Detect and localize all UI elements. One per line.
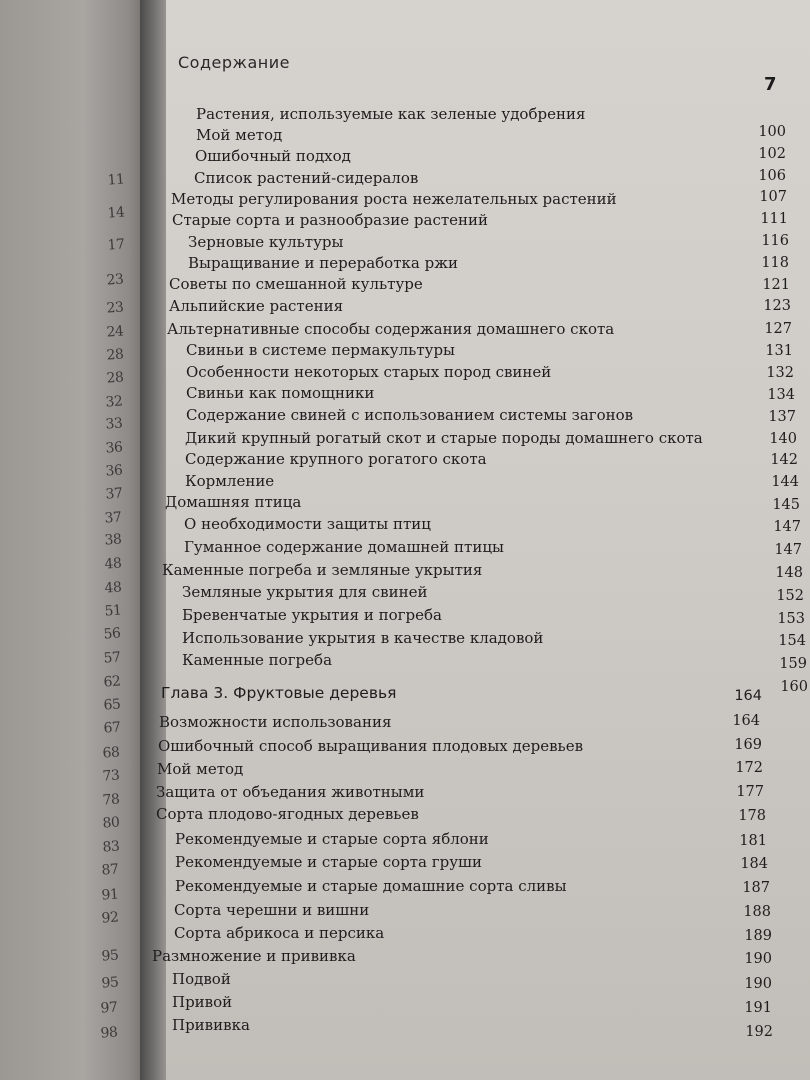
toc-page-number: 169 [734, 737, 762, 753]
left-page-number: 87 [101, 861, 119, 879]
toc-entry-title: Сорта плодово-ягодных деревьев [156, 805, 419, 823]
toc-page-number: 172 [735, 760, 763, 776]
left-page-number: 62 [103, 673, 121, 691]
toc-page-number: 140 [769, 431, 797, 447]
toc-entry-title: Кормление [185, 472, 275, 490]
toc-page-number: 184 [740, 856, 768, 872]
left-page-number: 38 [104, 531, 122, 549]
left-page-number: 56 [103, 625, 121, 643]
left-page-number: 36 [105, 439, 123, 457]
toc-entry-title: Содержание свиней с использованием системы загонов [186, 406, 634, 424]
toc-entry-title: Рекомендуемые и старые сорта яблони [175, 830, 489, 848]
left-page-number: 48 [104, 555, 122, 573]
toc-page-number: 121 [762, 277, 790, 293]
toc-page-number: 181 [739, 833, 767, 849]
toc-entry-title: Список растений-сидералов [194, 169, 419, 187]
toc-entry-title: Советы по смешанной культуре [169, 275, 423, 293]
left-page-number: 23 [106, 299, 124, 317]
left-page-number: 48 [104, 579, 122, 597]
toc-page-number: 148 [775, 565, 803, 581]
toc-entry-title: Рекомендуемые и старые домашние сорта сливы [175, 877, 567, 895]
toc-entry-title: Мой метод [157, 760, 244, 778]
left-page-number: 37 [104, 509, 122, 527]
toc-page-number: 190 [744, 976, 772, 992]
toc-page-number: 145 [772, 497, 800, 513]
toc-page-number: 100 [758, 124, 786, 140]
left-page-number: 95 [101, 947, 119, 965]
toc-page-number: 147 [773, 519, 801, 535]
toc-page-number: 177 [736, 784, 764, 800]
left-page-number: 78 [102, 791, 120, 809]
toc-page-number: 153 [777, 611, 805, 627]
page-number: 7 [764, 74, 777, 95]
toc-entry-title: Земляные укрытия для свиней [182, 583, 428, 601]
toc-entry-title: Содержание крупного рогатого скота [185, 450, 487, 468]
toc-entry-title: Методы регулирования роста нежелательных растений [171, 190, 617, 208]
left-page-number: 73 [102, 767, 120, 785]
left-page-number: 68 [102, 744, 120, 762]
left-page-number: 33 [105, 415, 123, 433]
toc-page-number: 134 [767, 387, 795, 403]
toc-page-number: 111 [760, 211, 788, 227]
toc-entry-title: Альтернативные способы содержания домашнего скота [167, 320, 615, 338]
toc-page-number: 164 [734, 688, 762, 704]
toc-page-number: 187 [742, 880, 770, 896]
left-page-number: 32 [105, 393, 123, 411]
toc-page-number: 102 [758, 146, 786, 162]
left-page-number: 17 [107, 236, 125, 254]
toc-entry-title: Ошибочный подход [195, 147, 351, 165]
toc-entry-title: Прививка [172, 1016, 250, 1034]
toc-page-number: 160 [780, 679, 808, 695]
left-page-number: 24 [106, 323, 124, 341]
toc-entry-title: Привой [172, 993, 233, 1011]
left-page-number: 65 [103, 696, 121, 714]
left-page-number: 37 [105, 485, 123, 503]
toc-entry-title: Рекомендуемые и старые сорта груши [175, 853, 482, 871]
toc-page-number: 131 [765, 343, 793, 359]
toc-entry-title: Сорта черешни и вишни [174, 901, 370, 919]
toc-entry-title: Свиньи в системе пермакультуры [186, 341, 455, 359]
toc-entry-title: Каменные погреба [182, 651, 333, 669]
left-page-number: 80 [102, 814, 120, 832]
toc-entry-title: Мой метод [196, 126, 283, 144]
left-page-number: 14 [107, 204, 125, 222]
left-page-number: 28 [106, 369, 124, 387]
toc-page-number: 123 [763, 298, 791, 314]
toc-page-number: 118 [761, 255, 789, 271]
toc-entry-title: Выращивание и переработка ржи [188, 254, 458, 272]
toc-entry-title: Свиньи как помощники [186, 384, 375, 402]
toc-page-number: 188 [743, 904, 771, 920]
toc-entry-title: Домашняя птица [165, 493, 302, 511]
left-page-number: 36 [105, 462, 123, 480]
left-page-number: 57 [103, 649, 121, 667]
toc-entry-title: Каменные погреба и земляные укрытия [162, 561, 483, 579]
left-page-number: 23 [106, 271, 124, 289]
toc-page-number: 147 [774, 542, 802, 558]
toc-entry-title: Бревенчатые укрытия и погреба [182, 606, 442, 624]
toc-entry-title: Старые сорта и разнообразие растений [172, 211, 489, 229]
toc-entry-title: Альпийские растения [169, 297, 344, 315]
toc-page-number: 137 [768, 409, 796, 425]
left-page-number: 98 [100, 1024, 118, 1042]
toc-page-number: 116 [761, 233, 789, 249]
left-page-number: 92 [101, 909, 119, 927]
toc-entry-title: Использование укрытия в качестве кладовой [182, 629, 544, 647]
toc-page-number: 154 [778, 633, 806, 649]
toc-page-number: 127 [764, 321, 792, 337]
toc-page-number: 142 [770, 452, 798, 468]
toc-entry-title: Возможности использования [159, 713, 392, 731]
left-page-number: 67 [103, 719, 121, 737]
left-page-number: 95 [101, 974, 119, 992]
left-page-number: 97 [100, 999, 118, 1017]
toc-entry-title: Особенности некоторых старых пород свиней [186, 363, 552, 381]
toc-page-number: 178 [738, 808, 766, 824]
page-header-title: Содержание [178, 53, 290, 72]
toc-page-number: 190 [744, 951, 772, 967]
left-page-number: 28 [106, 346, 124, 364]
toc-page-number: 189 [744, 928, 772, 944]
toc-page-number: 132 [766, 365, 794, 381]
left-page-number: 91 [101, 886, 119, 904]
toc-entry-title: Гуманное содержание домашней птицы [184, 538, 504, 556]
toc-entry-title: Дикий крупный рогатый скот и старые породы домашнего скота [185, 429, 703, 447]
toc-entry-title: Сорта абрикоса и персика [174, 924, 385, 942]
toc-page-number: 164 [732, 713, 760, 729]
toc-page-number: 144 [771, 474, 799, 490]
toc-entry-title: Растения, используемые как зеленые удобрения [196, 105, 586, 123]
left-page-number: 51 [104, 602, 122, 620]
toc-entry-title: Размножение и прививка [152, 947, 356, 965]
toc-entry-title: Зерновые культуры [188, 233, 344, 251]
toc-page-number: 106 [758, 168, 786, 184]
toc-entry-title: О необходимости защиты птиц [184, 515, 431, 533]
left-page-number: 83 [102, 838, 120, 856]
toc-entry-title: Подвой [172, 970, 231, 988]
toc-chapter-title: Глава 3. Фруктовые деревья [161, 684, 397, 702]
toc-entry-title: Ошибочный способ выращивания плодовых деревьев [158, 737, 584, 755]
toc-page-number: 192 [745, 1024, 773, 1040]
toc-page-number: 191 [744, 1000, 772, 1016]
left-page-number: 11 [107, 171, 125, 189]
toc-page-number: 159 [779, 656, 807, 672]
toc-page-number: 152 [776, 588, 804, 604]
toc-page-number: 107 [759, 189, 787, 205]
toc-entry-title: Защита от объедания животными [156, 783, 425, 801]
